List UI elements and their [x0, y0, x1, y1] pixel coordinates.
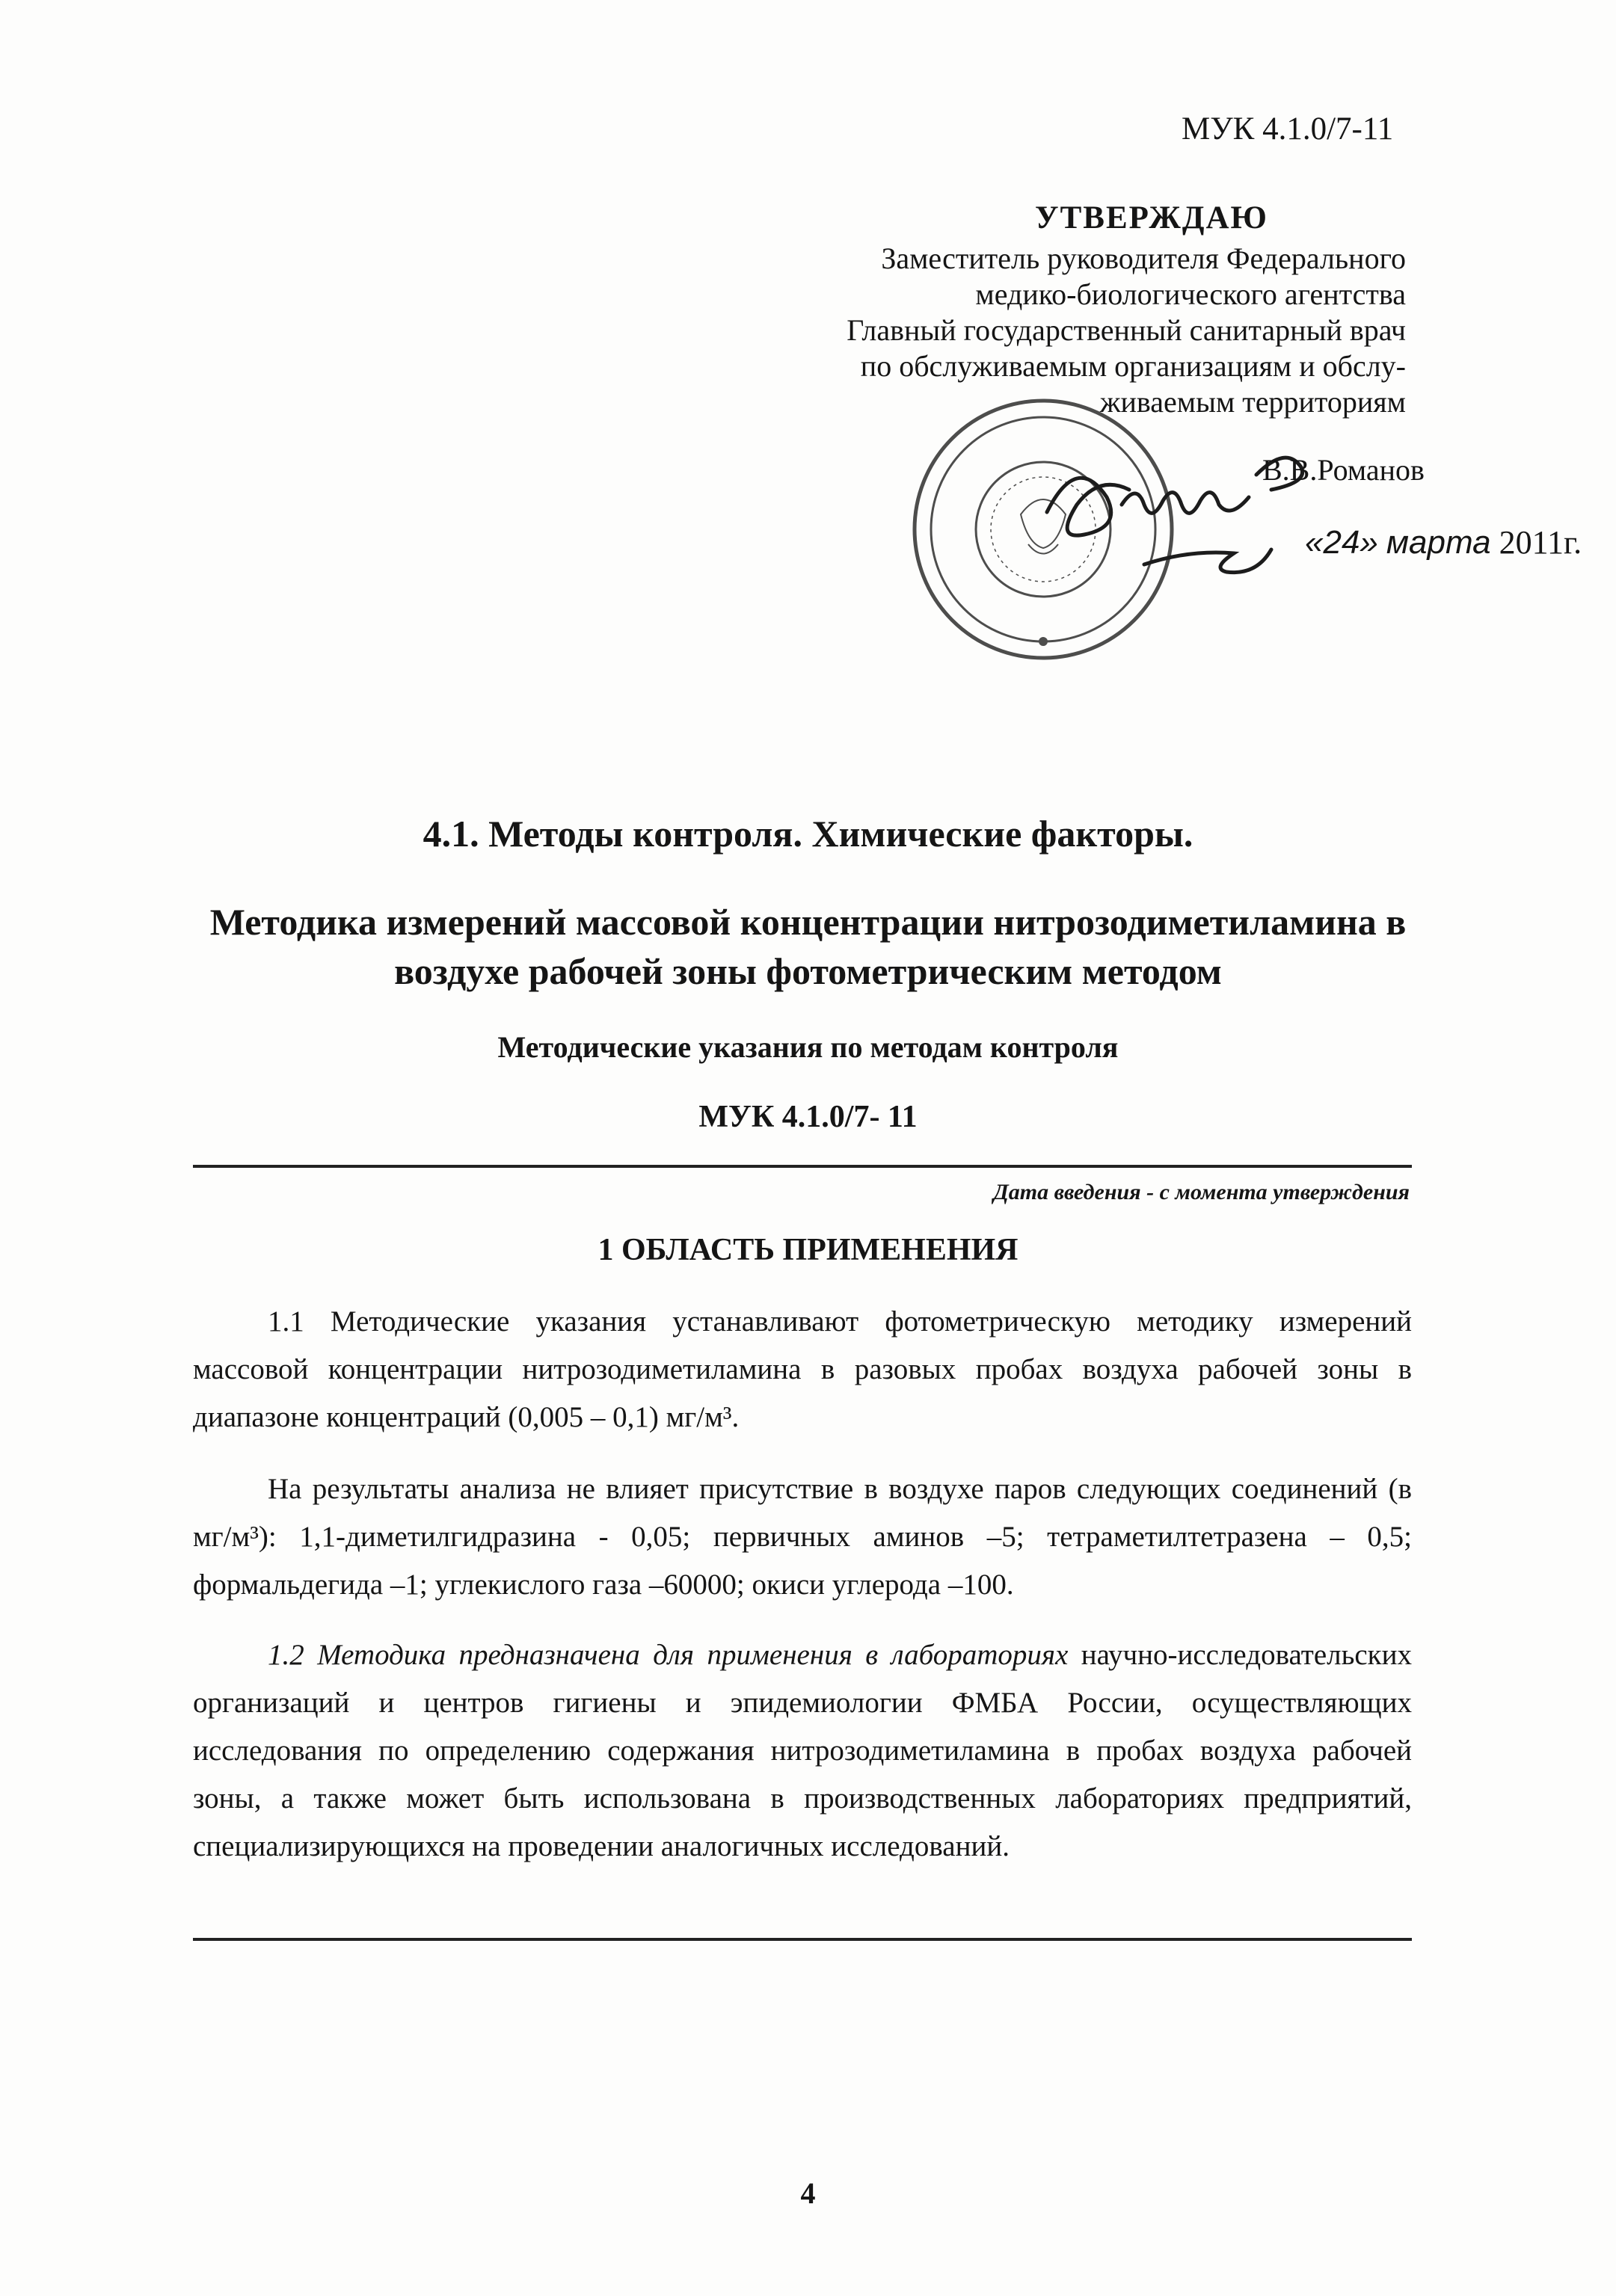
- approval-heading: УТВЕРЖДАЮ: [1035, 200, 1268, 236]
- page-number: 4: [800, 2176, 816, 2210]
- approval-line: живаемым территориям: [1099, 385, 1406, 419]
- approval-date: [1305, 523, 1582, 561]
- paragraph-text: научно-исследовательских организаций и центров гигиены и эпидемиологии ФМБА России, осуществляющих исследования по определению содержания нитрозодиметиламина в пробах воздуха рабочей зоны, а также может быть использована в производственных лабораториях предприятий, специализирующихся на проведении аналогичных исследований.: [193, 1639, 1413, 1862]
- approval-date-year: 2011г.: [1499, 524, 1582, 561]
- approval-line: по обслуживаемым организациям и обслу-: [860, 349, 1406, 383]
- paragraph-lead: 1.2 Методика предназначена для применения в лабораториях: [268, 1639, 1069, 1671]
- approval-line: Главный государственный санитарный врач: [847, 313, 1406, 347]
- document-title-line: воздухе рабочей зоны фотометрическим методом: [394, 950, 1222, 992]
- approval-line: Заместитель руководителя Федерального: [881, 241, 1406, 275]
- document-code-header: МУК 4.1.0/7-11: [1182, 111, 1394, 147]
- signatory-name: В.В.Романов: [1262, 453, 1425, 487]
- document-code: МУК 4.1.0/7- 11: [698, 1100, 918, 1134]
- paragraph: [193, 1631, 1412, 1871]
- effective-date: Дата введения - с момента утверждения: [993, 1180, 1410, 1204]
- paragraph: 1.1 Методические указания устанавливают фотометрическую методику измерений массовой концентрации нитрозодиметиламина в разовых пробах воздуха рабочей зоны в диапазоне концентраций (0,005 – 0,1) мг/м³.: [193, 1305, 1412, 1433]
- section-heading: 1 ОБЛАСТЬ ПРИМЕНЕНИЯ: [597, 1233, 1019, 1267]
- approval-block: [800, 200, 1406, 420]
- document-type: Методические указания по методам контроля: [497, 1030, 1119, 1064]
- approval-date-month: марта: [1386, 524, 1491, 561]
- document-title-line: Методика измерений массовой концентрации нитрозодиметиламина в: [209, 901, 1407, 943]
- approval-date-day: «24»: [1305, 524, 1378, 561]
- paragraph: На результаты анализа не влияет присутствие в воздухе паров следующих соединений (в мг/м³): 1,1-диметилгидразина - 0,05; первичных аминов –5; тетраметилтетразена – 0,5; формальдегида –1; углекислого газа –60000; окиси углерода –100.: [193, 1473, 1412, 1601]
- section-title: 4.1. Методы контроля. Химические факторы.: [423, 813, 1193, 855]
- approval-line: медико-биологического агентства: [975, 277, 1406, 311]
- document-title: [0, 897, 1616, 996]
- divider: [193, 1165, 1412, 1168]
- divider: [193, 1938, 1412, 1941]
